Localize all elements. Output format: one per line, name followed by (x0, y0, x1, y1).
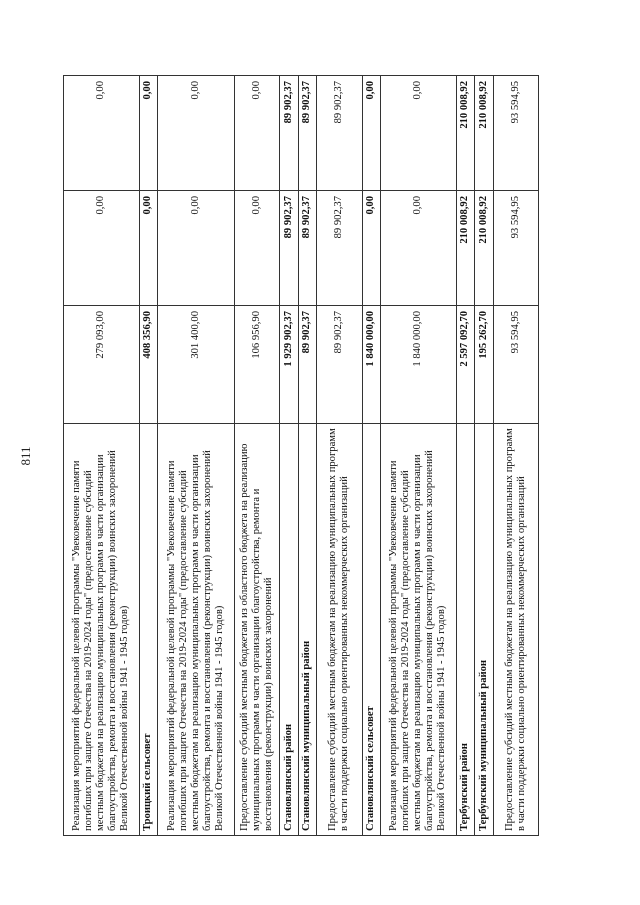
row-name-cell: Реализация мероприятий федеральной целевой программы "Увековечение памяти погибших при защите Отечества на 2019-2024 годы" (предоставление субсидий местным бюджетам на реализацию муниципальных программ в части организации благоустройства, ремонта и восстановления (реконструкции) воинских захоронений Великой Отечественной войны 1941 - 1945 годов) (64, 424, 140, 836)
row-value-2021-cell: 0,00 (234, 191, 279, 306)
row-value-2020-cell: 195 262,70 (475, 306, 493, 424)
row-value-2022-cell: 210 008,92 (456, 76, 474, 191)
row-value-2020-cell: 89 902,37 (298, 306, 316, 424)
table-row (380, 76, 456, 836)
row-value-2022-cell: 0,00 (234, 76, 279, 191)
row-value-2021-cell: 0,00 (139, 191, 157, 306)
row-name-cell: Предоставление субсидий местным бюджетам на реализацию муниципальных программ в части поддержки социально ориентированных некоммерческих организаций (317, 424, 362, 836)
row-name-cell: Троицкий сельсовет (139, 424, 157, 836)
row-value-2022-cell: 93 594,95 (493, 76, 539, 191)
row-value-2021-cell: 89 902,37 (317, 191, 362, 306)
row-value-2022-cell: 89 902,37 (280, 76, 298, 191)
row-value-2020-cell: 1 840 000,00 (362, 306, 380, 424)
table-row (475, 76, 493, 836)
row-value-2020-cell: 301 400,00 (158, 306, 235, 424)
row-value-2021-cell: 0,00 (362, 191, 380, 306)
row-value-2022-cell: 0,00 (64, 76, 140, 191)
row-value-2022-cell: 0,00 (380, 76, 456, 191)
row-name-cell: Предоставление субсидий местным бюджетам на реализацию муниципальных программ в части поддержки социально ориентированных некоммерческих организаций (493, 424, 539, 836)
table-row (139, 76, 157, 836)
row-value-2020-cell: 93 594,95 (493, 306, 539, 424)
table-row (362, 76, 380, 836)
row-name-cell: Предоставление субсидий местным бюджетам из областного бюджета на реализацию муниципальных программ в части организации благоустройства, ремонта и восстановления (реконструкции) воинских захоронений (234, 424, 279, 836)
budget-table (63, 75, 539, 836)
row-name-cell: Становлянский муниципальный район (298, 424, 316, 836)
row-value-2022-cell: 89 902,37 (298, 76, 316, 191)
table-row (298, 76, 316, 836)
table-row (64, 76, 140, 836)
row-name-cell: Реализация мероприятий федеральной целевой программы "Увековечение памяти погибших при защите Отечества на 2019-2024 годы" (предоставление субсидий местным бюджетам на реализацию муниципальных программ в части организации благоустройства, ремонта и восстановления (реконструкции) воинских захоронений Великой Отечественной войны 1941 - 1945 годов) (380, 424, 456, 836)
table-row (280, 76, 298, 836)
row-value-2022-cell: 89 902,37 (317, 76, 362, 191)
row-value-2020-cell: 1 840 000,00 (380, 306, 456, 424)
row-value-2021-cell: 210 008,92 (475, 191, 493, 306)
row-value-2020-cell: 106 956,90 (234, 306, 279, 424)
row-value-2020-cell: 279 093,00 (64, 306, 140, 424)
row-value-2020-cell: 2 597 092,70 (456, 306, 474, 424)
row-value-2022-cell: 0,00 (158, 76, 235, 191)
table-body (64, 76, 539, 836)
row-value-2021-cell: 0,00 (380, 191, 456, 306)
rotated-content (18, 76, 539, 836)
row-name-cell: Тербунский район (456, 424, 474, 836)
row-name-cell: Становлянский район (280, 424, 298, 836)
row-value-2021-cell: 210 008,92 (456, 191, 474, 306)
row-value-2020-cell: 1 929 902,37 (280, 306, 298, 424)
row-name-cell: Тербунский муниципальный район (475, 424, 493, 836)
table-row (317, 76, 362, 836)
row-value-2020-cell: 408 356,90 (139, 306, 157, 424)
table-row (456, 76, 474, 836)
row-value-2021-cell: 0,00 (64, 191, 140, 306)
table-row (158, 76, 235, 836)
row-value-2021-cell: 89 902,37 (298, 191, 316, 306)
row-value-2021-cell: 93 594,95 (493, 191, 539, 306)
row-value-2022-cell: 210 008,92 (475, 76, 493, 191)
row-value-2022-cell: 0,00 (139, 76, 157, 191)
page-number: 811 (18, 446, 33, 466)
row-name-cell: Становлянский сельсовет (362, 424, 380, 836)
table-row (234, 76, 279, 836)
row-value-2021-cell: 0,00 (158, 191, 235, 306)
row-value-2020-cell: 89 902,37 (317, 306, 362, 424)
row-name-cell: Реализация мероприятий федеральной целевой программы "Увековечение памяти погибших при защите Отечества на 2019-2024 годы" (предоставление субсидий местным бюджетам на реализацию муниципальных программ в части организации благоустройства, ремонта и восстановления (реконструкции) воинских захоронений Великой Отечественной войны 1941 - 1945 годов) (158, 424, 235, 836)
row-value-2021-cell: 89 902,37 (280, 191, 298, 306)
row-value-2022-cell: 0,00 (362, 76, 380, 191)
table-row (493, 76, 539, 836)
